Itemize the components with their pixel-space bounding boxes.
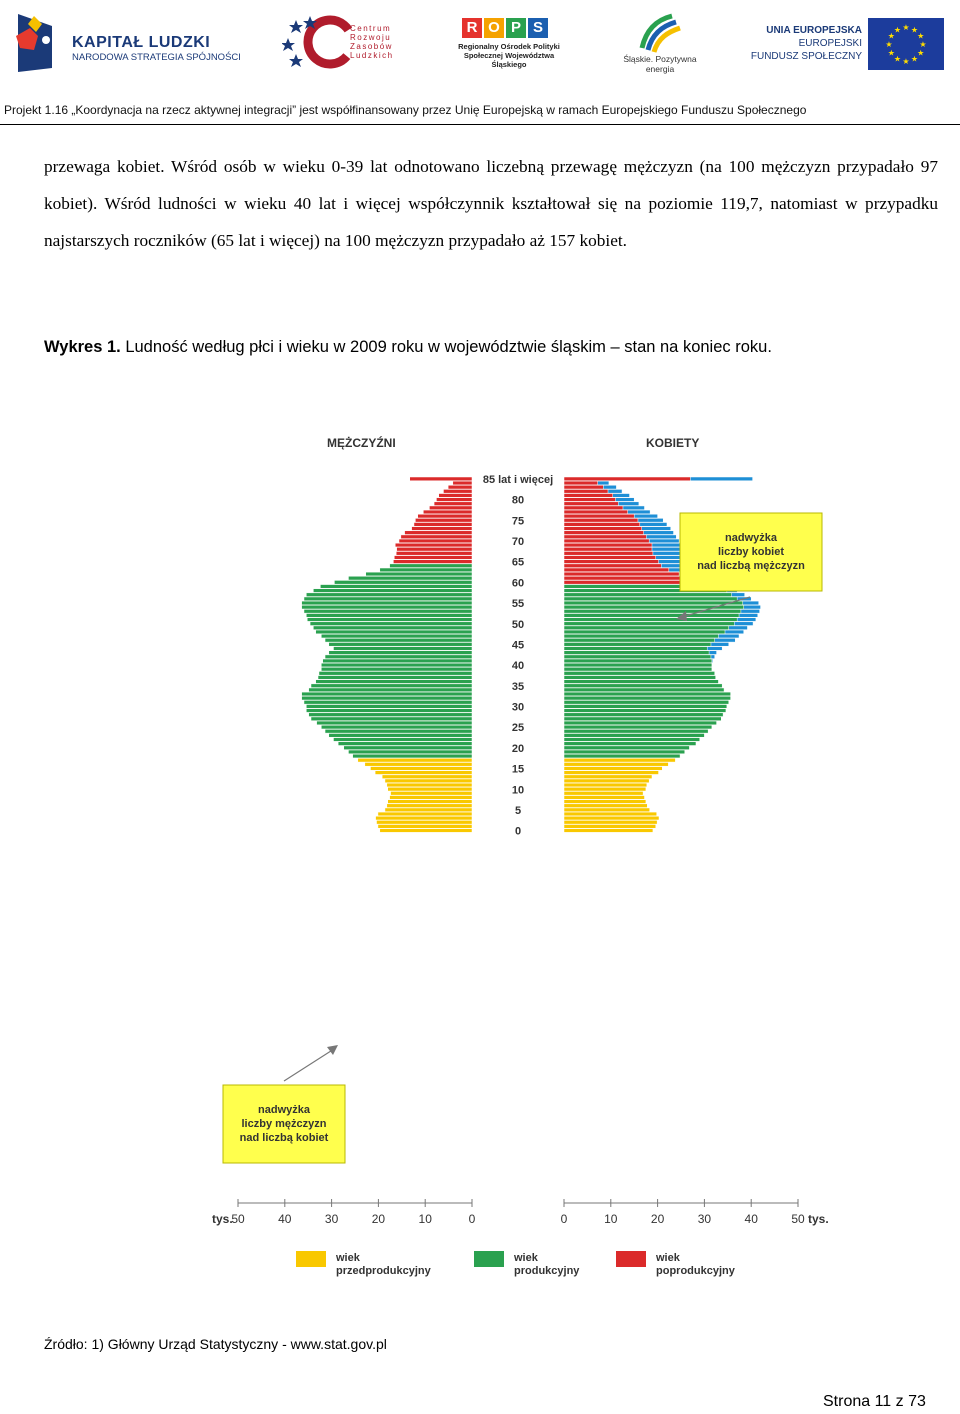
female-bar	[564, 518, 638, 522]
annotation-text-women: nad liczbą mężczyzn	[697, 560, 805, 572]
x-tick-label-right: 30	[697, 1212, 712, 1226]
male-bar	[348, 576, 472, 580]
age-tick-label: 80	[511, 494, 525, 507]
female-bar	[564, 808, 650, 812]
crzl-text: Centrum Rozwoju Zasobów Ludzkich	[350, 24, 394, 60]
male-bar	[380, 568, 472, 572]
female-bar	[564, 717, 721, 721]
male-bar	[318, 676, 472, 680]
legend-label: produkcyjny	[514, 1265, 580, 1277]
eu-line-2: EUROPEJSKI	[798, 38, 862, 49]
x-unit-right: tys.	[808, 1212, 829, 1226]
male-bar	[439, 494, 472, 498]
male-bar	[302, 696, 472, 700]
eu-line-1: UNIA EUROPEJSKA	[766, 25, 862, 36]
female-bar	[564, 746, 689, 750]
eu-line-3: FUNDUSZ SPOŁECZNY	[750, 51, 862, 62]
male-bar	[311, 717, 472, 721]
female-bar	[564, 514, 634, 518]
annotation-arrow-men	[284, 1049, 334, 1081]
slaskie-logo	[620, 10, 700, 78]
male-bar	[333, 647, 472, 651]
male-bar	[436, 498, 472, 502]
female-bar	[564, 601, 743, 605]
rops-logo	[454, 14, 564, 74]
female-bar	[564, 543, 652, 547]
age-tick-label: 10	[511, 784, 525, 797]
male-bar	[365, 762, 472, 766]
legend-label: wiek	[336, 1252, 360, 1264]
female-bar	[564, 651, 709, 655]
svg-text:★: ★	[910, 25, 919, 35]
male-bar	[319, 671, 472, 675]
x-tick-label-left: 40	[278, 1212, 292, 1226]
male-bar	[302, 605, 472, 609]
female-bar	[564, 787, 646, 791]
slaskie-wave-icon	[620, 10, 700, 54]
female-bar	[564, 750, 685, 754]
x-tick-label-right: 10	[604, 1212, 618, 1226]
kapital-ludzki-logo	[8, 6, 248, 76]
female-bar	[564, 663, 712, 667]
age-tick-label: 70	[511, 536, 525, 549]
female-bar	[564, 506, 623, 510]
female-bar	[564, 767, 662, 771]
age-tick-label: 45	[511, 639, 525, 652]
female-bar	[564, 597, 737, 601]
male-bar	[311, 684, 472, 688]
male-bar	[385, 808, 472, 812]
annotation-text-men: nadwyżka	[258, 1104, 310, 1116]
rops-letter: P	[506, 18, 526, 38]
body-paragraph: przewaga kobiet. Wśród osób w wieku 0-39 lat odnotowano liczebną przewagę mężczyzn (na 100 mężczyzn przypadało 97 kobiet). Wśród ludności w wieku 40 lat i więcej współczynnik kształtował się na poziomie 119,7, natomiast w przypadku najstarszych roczników (65 lat i więcej) na 100 mężczyzn przypadało aż 157 kobiet.	[44, 157, 938, 250]
female-bar	[564, 547, 652, 551]
female-bar	[564, 825, 656, 829]
svg-text:★: ★	[902, 57, 910, 66]
male-bar	[397, 547, 472, 551]
female-bar	[564, 816, 659, 820]
age-tick-label: 5	[514, 804, 522, 817]
svg-text:★: ★	[893, 25, 902, 35]
page-number: Strona 11 z 73	[823, 1393, 926, 1410]
male-bar	[391, 791, 472, 795]
female-bar	[564, 762, 668, 766]
female-bar	[564, 477, 690, 481]
male-bar	[348, 750, 472, 754]
age-tick-label: 75	[511, 515, 525, 528]
age-tick-label: 60	[511, 577, 525, 590]
male-bar	[443, 489, 472, 493]
rops-text: Regionalny Ośrodek Polityki Społecznej Województwa Śląskiego	[458, 42, 560, 69]
rops-letter: O	[484, 18, 504, 38]
female-bar	[564, 725, 712, 729]
annotation-text-men: liczby mężczyzn	[241, 1118, 327, 1130]
male-bar	[353, 754, 472, 758]
male-bar	[316, 630, 472, 634]
caption-label: Wykres 1.	[44, 338, 121, 356]
male-bar	[304, 700, 472, 704]
svg-text:★: ★	[885, 40, 893, 49]
female-bar	[564, 531, 644, 535]
male-bar	[370, 767, 472, 771]
male-bar	[307, 618, 472, 622]
male-bar	[310, 622, 472, 626]
source-note: Źródło: 1) Główny Urząd Statystyczny - www.stat.gov.pl	[44, 1336, 387, 1352]
svg-text:★: ★	[893, 54, 902, 64]
header-divider	[0, 124, 960, 125]
male-bar	[434, 502, 472, 506]
female-bar	[564, 684, 722, 688]
female-bar	[564, 758, 675, 762]
female-bar	[564, 700, 729, 704]
male-bar	[376, 816, 472, 820]
male-bar	[382, 775, 472, 779]
male-bar	[325, 638, 472, 642]
female-bar	[564, 696, 731, 700]
male-bar	[302, 601, 472, 605]
kapital-ludzki-subtitle: NARODOWA STRATEGIA SPÓJNOŚCI	[72, 52, 241, 63]
male-bar	[390, 796, 472, 800]
female-bar	[564, 742, 696, 746]
male-bar	[396, 551, 472, 555]
male-bar	[414, 523, 472, 527]
female-bar	[564, 775, 652, 779]
svg-text:★: ★	[902, 23, 910, 32]
female-bar	[564, 791, 643, 795]
male-bar	[320, 585, 472, 589]
female-bar	[564, 667, 712, 671]
svg-text:★: ★	[910, 54, 919, 64]
female-bar	[564, 680, 718, 684]
male-bar	[306, 614, 472, 618]
female-bar	[564, 647, 707, 651]
male-bar	[313, 589, 472, 593]
male-bar	[390, 564, 472, 568]
male-bar	[333, 738, 472, 742]
female-bar	[564, 630, 725, 634]
age-tick-label: 40	[511, 660, 525, 673]
female-bar	[564, 535, 646, 539]
female-bar	[564, 642, 711, 646]
male-bar	[453, 481, 472, 485]
legend-swatch	[296, 1251, 326, 1267]
female-bar	[564, 485, 603, 489]
annotation-text-women: nadwyżka	[725, 532, 777, 544]
legend-label: poprodukcyjny	[656, 1265, 735, 1277]
female-bar	[564, 481, 598, 485]
female-bar	[564, 489, 608, 493]
male-bar	[306, 709, 472, 713]
female-bar	[564, 713, 723, 717]
male-bar	[317, 721, 472, 725]
male-bar	[410, 477, 472, 481]
age-tick-label: 55	[511, 598, 525, 611]
chart-caption	[44, 338, 772, 357]
x-tick-label-left: 30	[324, 1212, 339, 1226]
female-bar	[564, 510, 628, 514]
female-bar	[564, 593, 732, 597]
x-tick-label-left: 50	[231, 1212, 245, 1226]
female-bar	[564, 738, 700, 742]
age-tick-label: 50	[511, 618, 525, 631]
x-tick-label-left: 10	[418, 1212, 432, 1226]
male-bar	[309, 713, 472, 717]
male-bar	[387, 783, 472, 787]
female-bar	[564, 556, 656, 560]
male-bar	[377, 820, 472, 824]
legend-label: wiek	[514, 1252, 538, 1264]
male-bar	[378, 812, 472, 816]
x-tick-label-right: 20	[650, 1212, 665, 1226]
population-pyramid-svg	[190, 425, 850, 1295]
svg-text:★: ★	[919, 40, 927, 49]
male-bar	[325, 655, 472, 659]
eu-logo	[750, 16, 950, 72]
female-bar	[564, 609, 741, 613]
male-bar	[329, 642, 472, 646]
male-bar	[329, 733, 472, 737]
slaskie-text: Śląskie. Pozytywna energia	[623, 54, 697, 74]
female-bar	[564, 523, 640, 527]
female-bar	[564, 705, 727, 709]
female-bar	[564, 634, 718, 638]
male-bar	[423, 510, 472, 514]
female-bar	[564, 754, 680, 758]
crzl-stars-icon	[282, 12, 352, 72]
svg-text:★: ★	[887, 48, 895, 58]
female-bar	[564, 820, 657, 824]
rops-letter: R	[462, 18, 482, 38]
male-bar	[399, 539, 472, 543]
male-bar	[388, 787, 472, 791]
male-bar	[375, 771, 472, 775]
male-bar	[304, 597, 472, 601]
female-bar	[564, 638, 715, 642]
legend-swatch	[474, 1251, 504, 1267]
female-bar	[564, 709, 726, 713]
female-bar	[564, 729, 708, 733]
age-tick-label: 25	[511, 722, 525, 735]
female-bar	[564, 796, 644, 800]
male-bar	[388, 800, 472, 804]
caption-text: Ludność według płci i wieku w 2009 roku w województwie śląskim – stan na koniec roku.	[120, 338, 772, 356]
male-bar	[321, 663, 472, 667]
female-bar	[564, 614, 739, 618]
age-tick-label: 35	[511, 680, 525, 693]
svg-text:★: ★	[917, 31, 925, 41]
male-bar	[401, 535, 472, 539]
female-bar	[564, 551, 653, 555]
x-tick-label-right: 50	[791, 1212, 805, 1226]
male-bar	[338, 742, 472, 746]
x-tick-label-right: 40	[744, 1212, 758, 1226]
rops-letters	[462, 18, 550, 38]
female-bar	[564, 812, 657, 816]
annotation-arrowhead-men	[327, 1045, 338, 1055]
legend-swatch	[616, 1251, 646, 1267]
kapital-ludzki-title: KAPITAŁ LUDZKI	[72, 34, 211, 51]
female-bar	[564, 568, 669, 572]
male-bar	[309, 688, 472, 692]
x-tick-label-left: 20	[371, 1212, 386, 1226]
male-bar	[429, 506, 472, 510]
chart-title-left: MĘŻCZYŹNI	[327, 436, 396, 450]
rops-letter: S	[528, 18, 548, 38]
kapital-ludzki-emblem-icon	[8, 6, 68, 76]
female-bar	[564, 829, 653, 833]
female-bar	[564, 498, 615, 502]
female-bar	[564, 800, 646, 804]
male-bar	[329, 651, 472, 655]
male-bar	[394, 556, 472, 560]
female-bar	[564, 626, 729, 630]
female-bar	[564, 560, 659, 564]
female-bar	[564, 659, 712, 663]
svg-text:★: ★	[917, 48, 925, 58]
female-bar	[564, 692, 731, 696]
male-bar	[334, 580, 472, 584]
male-bar	[306, 593, 472, 597]
male-bar	[387, 804, 472, 808]
female-bar	[564, 779, 649, 783]
female-bar	[564, 576, 693, 580]
male-bar	[302, 692, 472, 696]
legend-label: przedprodukcyjny	[336, 1265, 431, 1277]
female-bar	[564, 783, 647, 787]
legend-label: wiek	[656, 1252, 680, 1264]
female-bar	[564, 527, 642, 531]
annotation-text-men: nad liczbą kobiet	[239, 1132, 329, 1144]
male-bar	[418, 514, 472, 518]
female-bar	[564, 804, 647, 808]
male-bar	[344, 746, 472, 750]
female-bar	[564, 655, 711, 659]
female-bar	[564, 572, 679, 576]
age-tick-label: 0	[514, 825, 522, 838]
female-bar	[564, 676, 716, 680]
male-bar	[366, 572, 472, 576]
male-bar	[321, 667, 472, 671]
x-unit-left: tys.	[212, 1212, 233, 1226]
male-bar	[448, 485, 472, 489]
age-tick-label: 20	[511, 742, 525, 755]
male-bar	[395, 543, 472, 547]
male-bar	[321, 634, 472, 638]
population-pyramid-chart	[190, 425, 850, 1295]
female-bar	[564, 688, 724, 692]
male-bar	[304, 609, 472, 613]
age-label-top: 85 lat i więcej	[482, 474, 554, 486]
male-bar	[405, 531, 472, 535]
male-bar	[378, 825, 472, 829]
male-bar	[412, 527, 472, 531]
male-bar	[415, 518, 472, 522]
age-tick-label: 30	[511, 701, 525, 714]
male-bar	[393, 560, 472, 564]
female-bar	[564, 564, 661, 568]
male-bar	[358, 758, 472, 762]
male-bar	[325, 729, 472, 733]
male-bar	[380, 829, 472, 833]
male-bar	[385, 779, 472, 783]
female-bar	[564, 721, 717, 725]
female-bar	[564, 771, 659, 775]
project-line: Projekt 1.16 „Koordynacja na rzecz aktywnej integracji” jest współfinansowany przez Unię Europejską w ramach Europejskiego Funduszu Społecznego	[4, 103, 807, 117]
female-bar	[564, 671, 715, 675]
female-bar	[564, 733, 704, 737]
male-bar	[313, 626, 472, 630]
x-tick-label-left: 0	[468, 1212, 476, 1226]
female-bar	[564, 618, 737, 622]
female-bar	[564, 539, 649, 543]
male-bar	[306, 705, 472, 709]
chart-title-right: KOBIETY	[646, 436, 700, 450]
female-bar	[564, 502, 618, 506]
eu-flag-icon	[868, 18, 944, 70]
male-bar	[321, 725, 472, 729]
annotation-text-women: liczby kobiet	[717, 546, 785, 558]
male-bar	[323, 659, 472, 663]
page-header	[0, 0, 960, 117]
x-tick-label-right: 0	[560, 1212, 568, 1226]
male-bar	[316, 680, 472, 684]
female-bar	[564, 622, 734, 626]
svg-text:★: ★	[887, 31, 895, 41]
eu-text	[750, 24, 862, 63]
age-tick-label: 65	[511, 556, 525, 569]
age-tick-label: 15	[511, 763, 525, 776]
female-bar	[564, 494, 613, 498]
crzl-logo	[282, 12, 402, 72]
